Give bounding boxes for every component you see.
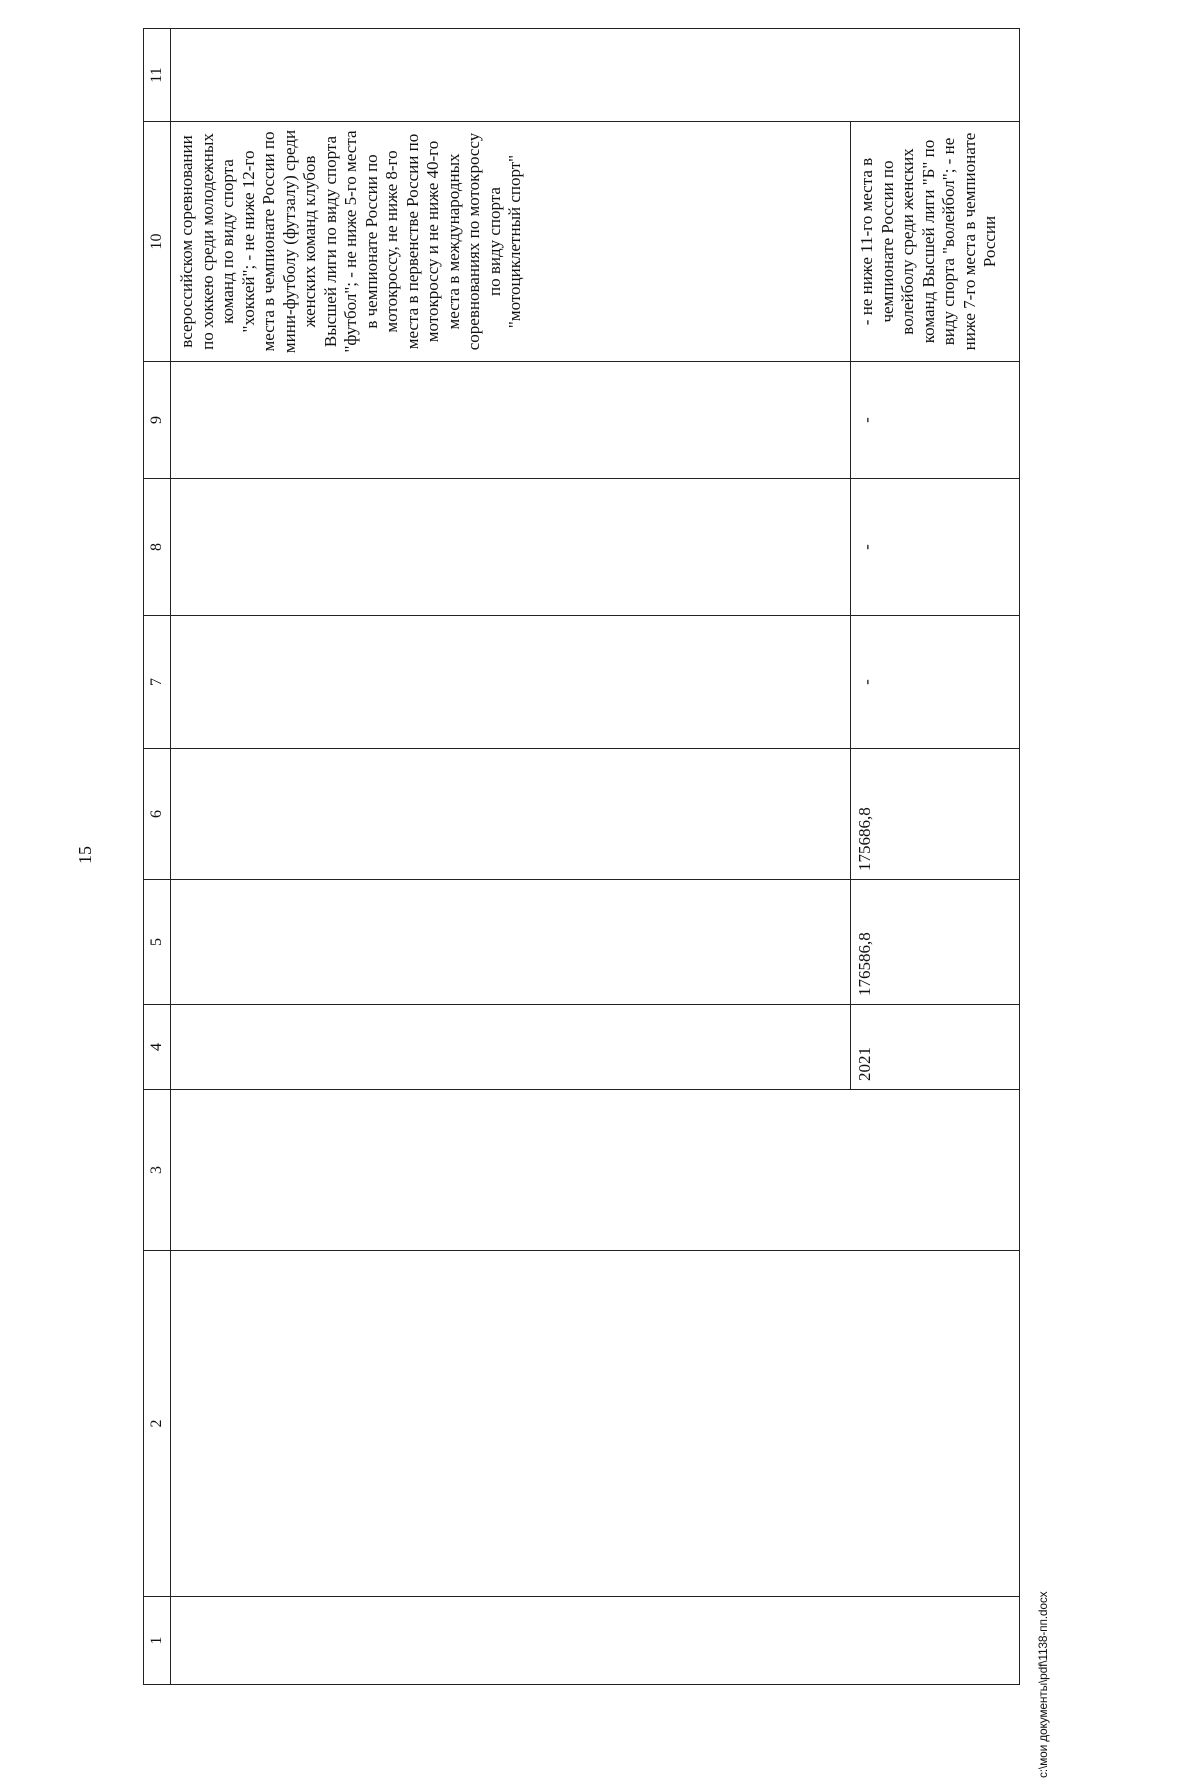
cell-col7-row2 xyxy=(851,616,1020,749)
cell-col9-row2 xyxy=(851,362,1020,479)
cell-col10 xyxy=(171,122,851,362)
cell-col5 xyxy=(171,880,851,1005)
achievement-text-2: - не ниже 11-го места в чемпионате России по волейболу среди женских команд Высшей лиги "Б" по виду спорта "волейбол"; - не ниже 7-го места в чемпионате России xyxy=(857,132,999,351)
header-cell-5: 5 xyxy=(144,880,171,1005)
cell-col1 xyxy=(171,1597,1020,1685)
year-value: 2021 xyxy=(855,1047,874,1081)
cell-col8 xyxy=(171,479,851,616)
cell-col3 xyxy=(171,1090,1020,1251)
cell-col9 xyxy=(171,362,851,479)
dash-value-9: - xyxy=(857,417,876,423)
header-cell-2: 2 xyxy=(144,1251,171,1597)
cell-col2 xyxy=(171,1251,1020,1597)
header-cell-1: 1 xyxy=(144,1597,171,1685)
page-number: 15 xyxy=(75,846,95,864)
dash-value-7: - xyxy=(857,679,876,685)
header-cell-3: 3 xyxy=(144,1090,171,1251)
cell-amount-5 xyxy=(851,880,1020,1005)
amount-value-5: 176586,8 xyxy=(855,932,874,996)
table-sheet xyxy=(143,40,1018,1685)
header-cell-10: 10 xyxy=(144,122,171,362)
achievement-text: всероссийском соревновании по хоккею среди молодежных команд по виду спорта "хоккей"; - не ниже 12-го места в чемпионате России по мини-футболу (футзалу) среди женских команд клубов Высшей лиги по виду спорта "футбол"; - не ниже 5-го места в чемпионате России по мотокроссу, не ниже 8-го места в первенстве России по мотокроссу и не ниже 40-го места в международных соревнованиях по мотокроссу по виду спорта "мотоциклетный спорт" xyxy=(177,129,524,354)
header-cell-6: 6 xyxy=(144,749,171,880)
cell-col7 xyxy=(171,616,851,749)
amount-value-6: 175686,8 xyxy=(855,807,874,871)
cell-col8-row2 xyxy=(851,479,1020,616)
header-cell-7: 7 xyxy=(144,616,171,749)
header-cell-8: 8 xyxy=(144,479,171,616)
cell-col4 xyxy=(171,1005,851,1090)
header-cell-9: 9 xyxy=(144,362,171,479)
header-cell-4: 4 xyxy=(144,1005,171,1090)
rotated-table-wrapper xyxy=(143,40,1018,1685)
footer-file-path: c:\мои документы\pdf\1138-пп.docx xyxy=(1036,1591,1050,1778)
cell-amount-6 xyxy=(851,749,1020,880)
table-row xyxy=(171,29,851,1685)
header-row xyxy=(144,29,171,1685)
dash-value-8: - xyxy=(857,544,876,550)
cell-year xyxy=(851,1005,1020,1090)
cell-col11 xyxy=(171,29,1020,122)
cell-col10-row2 xyxy=(851,122,1020,362)
header-cell-11: 11 xyxy=(144,29,171,122)
data-table xyxy=(143,28,1020,1685)
cell-col6 xyxy=(171,749,851,880)
